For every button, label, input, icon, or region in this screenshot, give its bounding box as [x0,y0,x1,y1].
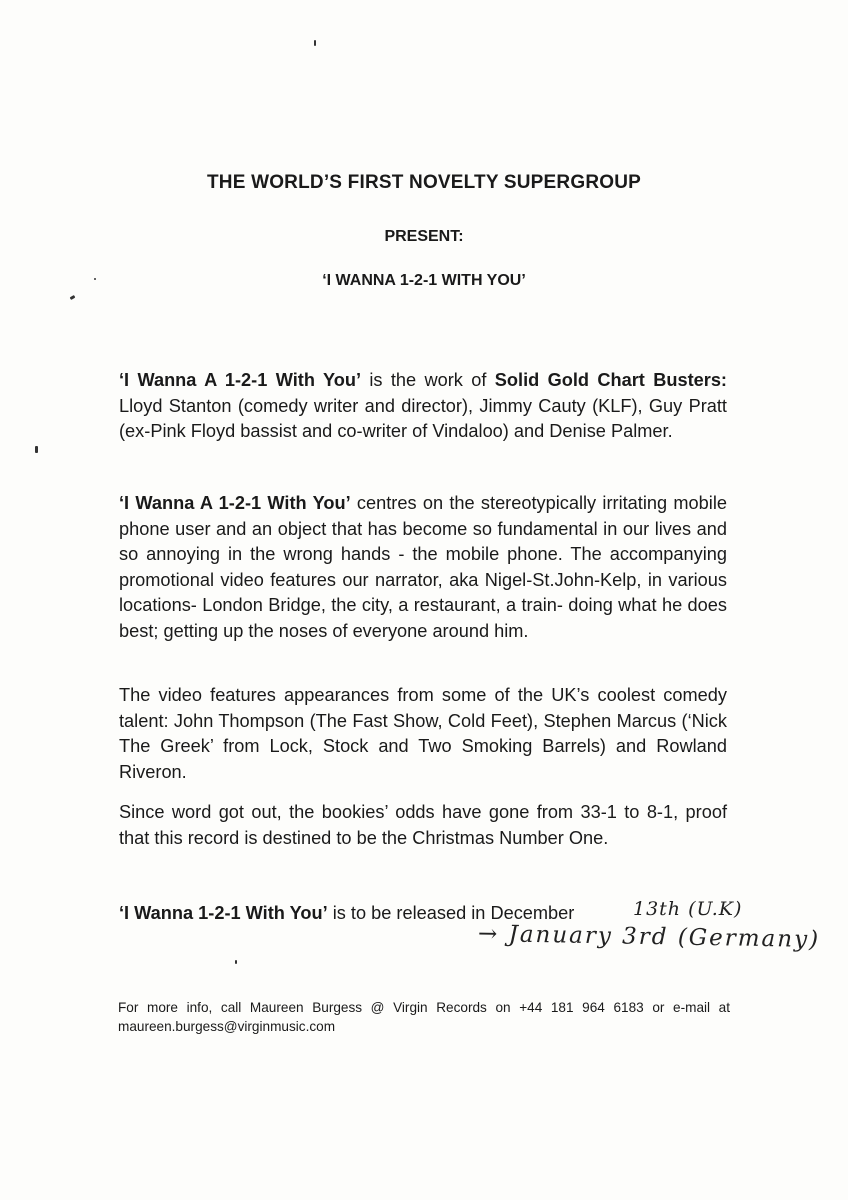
paragraph-concept [119,491,727,645]
handwritten-germany-date: → January 3rd (Germany) [477,921,821,953]
credits-text-1: is the work of [361,370,495,390]
paragraph-video: The video features appearances from some of the UK’s coolest comedy talent: John Thompson (The Fast Show, Cold Feet), Stephen Marcus (‘Nick The Greek’ from Lock, Stock and Two Smoking Barrels) and Rowland Riveron. [119,685,727,782]
paper-speck [35,446,38,453]
concept-text: centres on the stereotypically irritating mobile phone user and an object that has become so fundamental in our lives and so annoying in the wrong hands - the mobile phone. The accompanying promotional video features our narrator, aka Nigel-St.John-Kelp, in various locations- London Bridge, the city, a restaurant, a train- doing what he does best; getting up the noses of everyone around him. [119,493,727,641]
band-name-bold: Solid Gold Chart Busters: [494,370,727,390]
paper-speck [314,40,316,46]
page-title: THE WORLD’S FIRST NOVELTY SUPERGROUP [206,172,642,193]
paper-speck [235,960,237,964]
song-title-heading: ‘I WANNA 1-2-1 WITH YOU’ [322,272,526,289]
song-title-bold: ‘I Wanna A 1-2-1 With You’ [119,370,362,390]
credits-text-2: Lloyd Stanton (comedy writer and director), Jimmy Cauty (KLF), Guy Pratt (ex-Pink Floyd bassist and co-writer of Vindaloo) and Denise Palmer. [119,395,727,442]
paragraph-credits [119,368,727,445]
present-subheading: PRESENT: [384,228,464,245]
paragraph-odds: Since word got out, the bookies’ odds have gone from 33-1 to 8-1, proof that this record is destined to be the Christmas Number One. [119,802,727,848]
release-text: is to be released in December [327,903,575,923]
contact-footer: For more info, call Maureen Burgess @ Virgin Records on +44 181 964 6183 or e-mail at maureen.burgess@virginmusic.com [118,1000,730,1034]
paper-speck [94,278,96,280]
song-title-bold: ‘I Wanna A 1-2-1 With You’ [119,493,351,513]
handwritten-uk-date: 13th (U.K) [633,898,743,920]
song-title-bold: ‘I Wanna 1-2-1 With You’ [119,903,328,923]
paper-speck [70,295,76,300]
